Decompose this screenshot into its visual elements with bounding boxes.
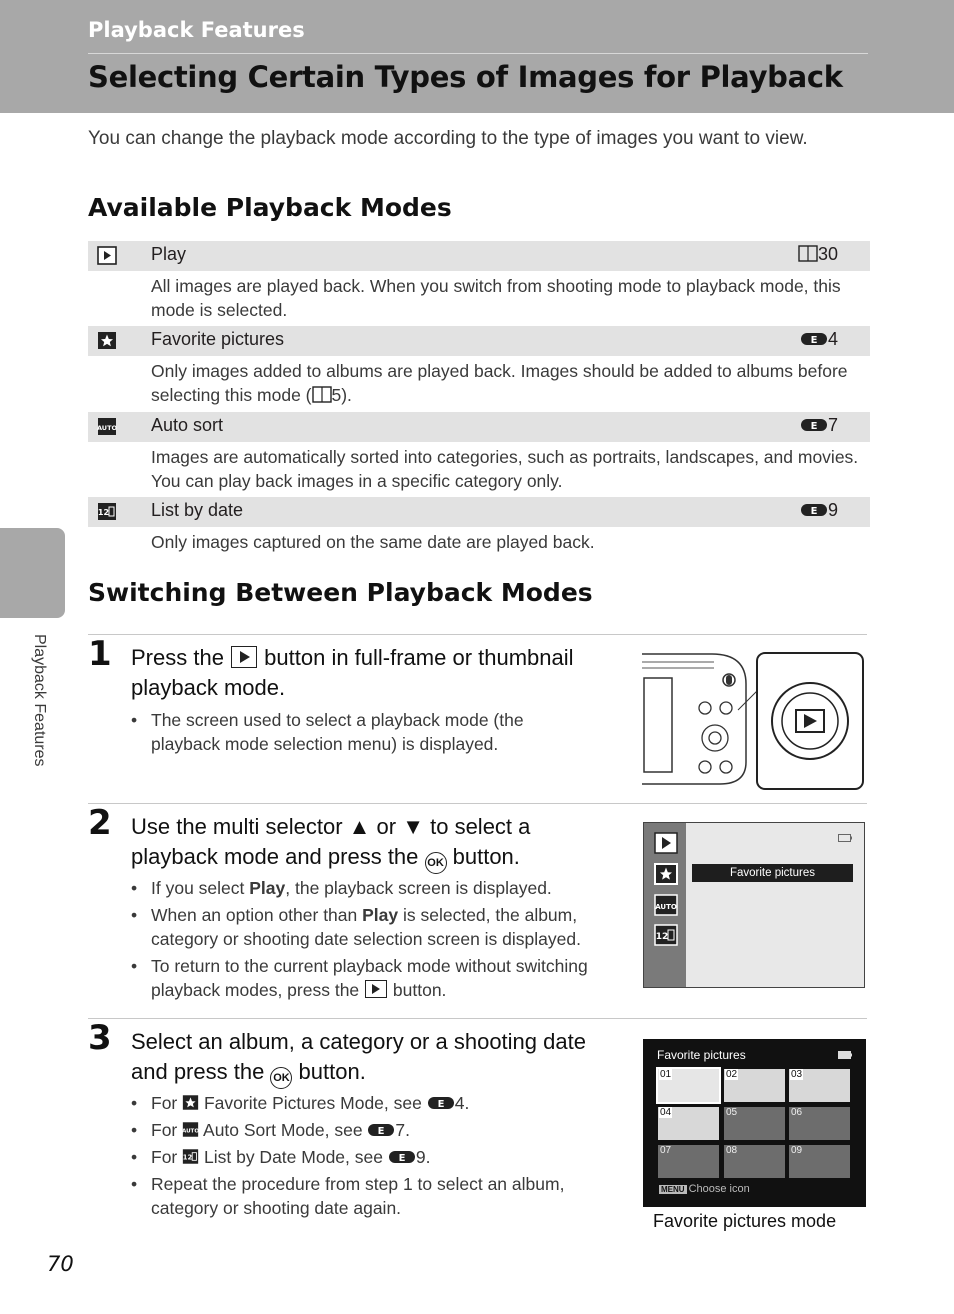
bullet-text: , the playback screen is displayed. [285,878,552,898]
album-thumbnail[interactable] [789,1069,850,1102]
play-icon [97,246,117,265]
svg-text:E: E [437,1099,445,1110]
favorite-star-icon [182,1094,199,1111]
auto-sort-icon-label: AUTO [655,903,677,911]
section-title: Playback Features [88,18,305,42]
bullet-text: is selected, the album, category or shooting date selection screen is displayed. [151,905,581,949]
reference-e-icon [388,1150,416,1164]
battery-icon [838,834,852,842]
step-bullets [131,708,571,759]
ok-button-icon: OK [425,852,447,874]
bullet-ref: 7. [395,1120,411,1140]
bullet-text: button. [388,980,447,1000]
page-number: 70 [47,1252,74,1276]
book-icon [312,386,332,403]
step-heading [131,1027,621,1089]
mode-description: Only images captured on the same date are played back. [151,532,595,552]
step-text: Press the [131,645,231,670]
mode-label: Play [151,244,187,264]
mode-ref-page: 9 [827,500,838,520]
album-number: 07 [660,1145,672,1156]
reference-e-icon [427,1096,455,1110]
bullet-item [131,903,621,951]
available-modes-heading: Available Playback Modes [88,193,452,222]
switching-modes-heading: Switching Between Playback Modes [88,578,593,607]
bullet-bold: Play [362,905,399,925]
play-icon [654,832,678,854]
svg-text:E: E [810,421,818,432]
bullet-item: • Repeat the procedure from step 1 to select an album, category or shooting date again. [131,1172,621,1220]
step-number: 1 [88,634,112,674]
play-button-icon [365,980,387,998]
mode-row-auto-sort [88,412,870,442]
mode-label: Favorite pictures [151,329,285,349]
step-heading [131,812,621,874]
bullet-text: For [151,1120,183,1140]
bullet-item [131,1091,621,1115]
step-text: to select a playback mode and press the [131,814,531,869]
svg-text:12: 12 [97,508,110,517]
list-by-date-icon [654,924,678,946]
camera-back-illustration [642,650,866,792]
chapter-tab [0,528,65,618]
mode-description [151,359,866,407]
screen-title: Favorite pictures [657,1048,746,1062]
album-thumbnail[interactable] [724,1069,785,1102]
step-number: 3 [88,1018,112,1058]
bullet-text: For [151,1093,183,1113]
album-number: 05 [726,1107,738,1118]
album-number: 09 [791,1145,803,1156]
bullet-text: To return to the current playback mode without switching playback modes, press the [151,956,588,1000]
album-number: 08 [726,1145,738,1156]
album-thumbnail[interactable] [724,1107,785,1140]
down-arrow-icon: ▼ [402,814,424,839]
mode-desc-text: Only images added to albums are played back. Images should be added to albums before selecting this mode ( [151,361,848,405]
svg-text:AUTO: AUTO [97,424,117,432]
album-number: 02 [726,1069,738,1080]
bullet-text: List by Date Mode, see [199,1147,388,1167]
mode-row-favorite [88,326,870,356]
album-thumbnail[interactable] [724,1145,785,1178]
bullet-text: Favorite Pictures Mode, see [199,1093,427,1113]
mode-reference [798,244,838,265]
step-heading [131,643,621,703]
bullet-item [131,954,621,1002]
list-by-date-icon-label: 12 [655,932,669,942]
svg-text:E: E [378,1126,385,1137]
mode-row-list-by-date [88,497,870,527]
step-text: button. [446,844,520,869]
bullet-ref: 9. [415,1147,431,1167]
bullet-item [131,1118,621,1142]
step-divider [88,634,867,635]
step-divider [88,1018,867,1019]
mode-desc-end: ). [341,385,352,405]
svg-text:12: 12 [182,1153,193,1162]
ok-button-icon: OK [270,1067,292,1089]
list-by-date-icon [182,1148,199,1165]
mode-description: All images are played back. When you switch from shooting mode to playback mode, this mode is selected. [151,276,841,320]
bullet-bold: Play [249,878,286,898]
svg-text:AUTO: AUTO [182,1128,200,1135]
step-divider [88,803,867,804]
mode-reference [800,415,838,436]
battery-icon [838,1051,852,1059]
up-arrow-icon: ▲ [348,814,371,839]
auto-sort-icon [97,417,117,436]
mode-ref-page: 7 [827,415,838,435]
footer-hint: Choose icon [688,1183,750,1195]
bullet-ref: 4. [454,1093,470,1113]
svg-text:E: E [810,506,818,517]
reference-e-icon [800,503,828,517]
step-text: Use the multi selector [131,814,349,839]
menu-button-icon: MENU [661,1185,685,1194]
intro-paragraph: You can change the playback mode according to the type of images you want to view. [88,128,808,149]
mode-reference [800,500,838,521]
page-title: Selecting Certain Types of Images for Playback [88,60,843,94]
bullet-item [131,1145,621,1169]
album-number: 03 [791,1069,803,1080]
step-text: button. [292,1059,366,1084]
album-number: 06 [791,1107,803,1118]
mode-selection-screen [643,822,865,988]
bullet-item [131,876,621,900]
favorite-star-icon [97,331,117,350]
bullet-item: • The screen used to select a playback mode (the playback mode selection menu) is displayed. [131,708,571,756]
header-divider [88,53,868,54]
auto-sort-icon [182,1121,199,1138]
step-text: button in full-frame or thumbnail playback mode. [131,645,574,700]
mode-row-play [88,241,870,271]
list-by-date-icon [97,502,117,521]
mode-menu-sidebar [644,823,686,987]
album-number: 01 [660,1069,672,1080]
auto-sort-icon [654,894,678,916]
mode-ref-page: 4 [827,329,838,349]
album-thumbnail[interactable] [658,1069,719,1102]
svg-text:E: E [398,1153,406,1164]
svg-text:E: E [810,335,818,346]
album-number: 04 [660,1107,672,1118]
favorite-star-icon [654,863,678,885]
album-thumbnail[interactable] [658,1145,719,1178]
screen-footer [659,1183,750,1195]
page-header [0,0,954,113]
bullet-text: For [151,1147,183,1167]
favorite-pictures-screen [643,1039,866,1207]
bullet-text: When an option other than [151,905,363,925]
album-thumbnail[interactable] [789,1107,850,1140]
mode-description: Images are automatically sorted into categories, such as portraits, landscapes, and movies. You can play back images in a specific category only. [151,447,859,491]
reference-e-icon [800,418,828,432]
mode-desc-ref: 5 [331,385,342,405]
play-button-icon [231,646,257,668]
highlighted-mode-label: Favorite pictures [692,864,853,882]
step-number: 2 [88,803,112,843]
step-bullets [131,1091,621,1223]
album-thumbnail[interactable] [789,1145,850,1178]
mode-reference [800,329,838,350]
step-text: or [370,814,403,839]
figure-caption: Favorite pictures mode [653,1211,837,1231]
reference-e-icon [800,332,828,346]
mode-label: Auto sort [151,415,224,435]
step-text: Select an album, a category or a shooting date and press the [131,1029,586,1084]
album-thumbnail[interactable] [658,1107,719,1140]
book-icon [798,245,818,262]
chapter-label: Playback Features [31,634,48,767]
reference-e-icon [367,1123,395,1137]
step-bullets [131,876,621,1005]
bullet-text: If you select [151,878,250,898]
mode-label: List by date [151,500,244,520]
mode-ref-page: 30 [817,244,838,264]
bullet-text: Auto Sort Mode, see [199,1120,368,1140]
